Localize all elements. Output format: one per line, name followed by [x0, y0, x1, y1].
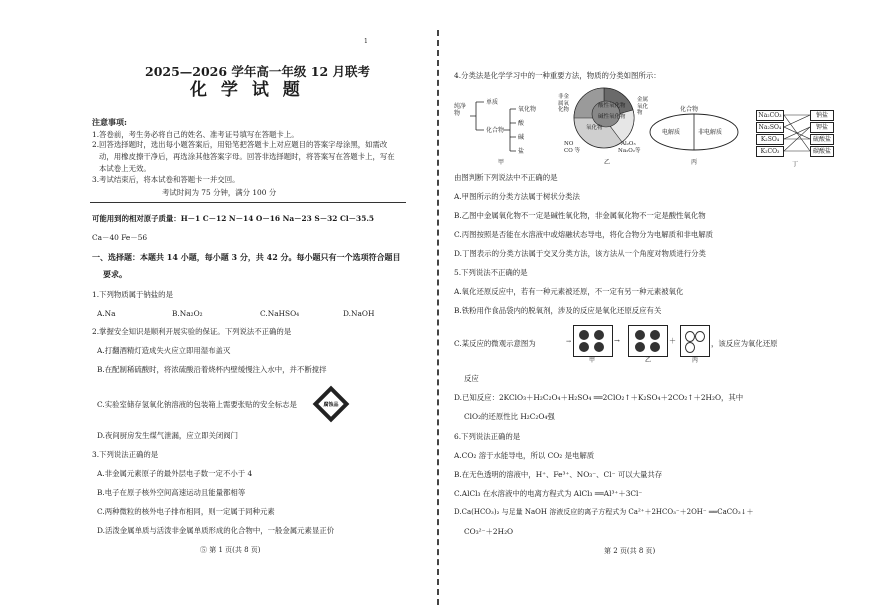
q4-option-b: B.乙图中金属氧化物不一定是碱性氧化物，非金属氧化物不一定是酸性氧化物	[454, 211, 706, 220]
q5-option-c-tail: 反应	[464, 374, 479, 383]
particle-caption: 乙	[645, 357, 652, 364]
cross-lines	[784, 110, 810, 158]
q2-stem: 2.掌握安全知识是顺利开展实验的保证。下列说法不正确的是	[92, 327, 292, 336]
q4-option-a: A.甲图所示的分类方法属于树状分类法	[454, 192, 580, 201]
tree-single: 单质	[486, 99, 499, 106]
q4-option-c: C.丙图按照是否能在水溶液中或熔融状态导电，将化合物分为电解质和非电解质	[454, 230, 714, 239]
hazard-label: 腐蚀品	[323, 402, 339, 408]
q6-option-d: D.Ca(HCO₃)₂ 与足量 NaOH 溶液反应的离子方程式为 Ca²⁺＋2HCO₃⁻＋2OH⁻ ══CaCO₃↓＋	[454, 508, 754, 516]
salt-type-box: 碳酸盐	[810, 146, 834, 157]
section1-line2: 要求。	[103, 269, 127, 279]
q5-option-d: D.已知反应：2KClO₃＋H₂C₂O₄＋H₂SO₄ ══2ClO₂↑＋K₂SO₄＋2CO₂↑＋2H₂O，其中	[454, 393, 744, 402]
q5-option-a: A.氧化还原反应中，若有一种元素被还原，不一定有另一种元素被氧化	[454, 287, 684, 296]
venn-caption: 丙	[691, 159, 698, 166]
q1-option-d: D.NaOH	[343, 309, 375, 318]
pie-label: 酸性氧化物	[598, 103, 626, 109]
q2-option-b: B.在配制稀硫酸时，将浓硫酸沿着烧杯内壁缓慢注入水中，并不断搅拌	[97, 365, 327, 374]
q6-option-b: B.在无色透明的溶液中，H⁺、Fe³⁺、NO₃⁻、Cl⁻ 可以大量共存	[454, 470, 663, 479]
notice-heading: 注意事项:	[92, 117, 127, 127]
stray-mark: 1	[364, 38, 368, 45]
time-score: 考试时间为 75 分钟，满分 100 分	[162, 188, 277, 197]
pie-oxide: 氧化物	[586, 125, 603, 131]
pie-label: 碱性氧化物	[598, 114, 626, 120]
page-footer-left: ⑤ 第 1 页(共 8 页)	[200, 546, 261, 554]
notice-line: 1.答卷前，考生务必将自己的姓名、准考证号填写在答题卡上。	[92, 130, 299, 139]
q5-option-d-cont: ClO₂的还原性比 H₂C₂O₄强	[464, 412, 555, 421]
q2-option-a: A.打翻酒精灯造成失火应立即用湿布盖灭	[97, 346, 231, 355]
tree-root: 纯净物	[454, 103, 467, 117]
notice-line: 本试卷上无效。	[99, 164, 151, 173]
pie-no-co: NO CO 等	[564, 141, 580, 154]
exam-title: 2025—2026 学年高一年级 12 月联考	[145, 64, 371, 79]
particle-caption: 丙	[692, 357, 699, 364]
q5-stem: 5.下列说法不正确的是	[454, 268, 528, 277]
particle-box-bing	[680, 325, 710, 357]
tree-lines	[454, 94, 564, 156]
pie-al2o3: Al₂O₃	[621, 141, 636, 147]
tree-caption: 甲	[498, 159, 505, 166]
tree-leaf: 盐	[518, 148, 525, 155]
venn-left: 电解质	[662, 129, 681, 136]
pie-na2o2: Na₂O₂等	[618, 148, 641, 154]
tree-compound: 化合物	[486, 127, 505, 134]
q3-option-c: C.两种微粒的核外电子排布相同，则一定属于同种元素	[97, 507, 275, 516]
q4-stem: 4.分类法是化学学习中的一种重要方法，物质的分类如图所示：	[454, 71, 661, 80]
particle-box-yi	[628, 325, 668, 357]
notice-line: 动，用橡皮擦干净后，再选涂其他答案字母。回答非选择题时，将答案写在答题卡上，写在	[99, 152, 395, 161]
particle-box-jia	[573, 325, 613, 357]
q3-option-a: A.非金属元素原子的最外层电子数一定不小于 4	[97, 469, 253, 478]
q3-stem: 3.下列说法正确的是	[92, 450, 159, 459]
right-page: 4.分类法是化学学习中的一种重要方法，物质的分类如图所示： 纯净物 单质 化合物 氧化物 酸 碱 盐 甲 非金属氧化物 酸性氧化物 碱性氧化物 金属氧化物 氧化物 NO CO 等 Al₂O₃ Na₂O₂等 乙 化合物 电解质 非电解质 丙 Na₂CO₃ Na₂SO₄ K₂SO₄ K₂CO₃ 钠盐 钾盐 硫酸盐 碳酸盐 丁 由图判断下列说法中不正确的是 A.甲图所示的分类方法属于树状分类法 B.乙图中金属氧化物不一定是碱性氧化物，非金属氧化物不一定是酸性氧化物 C.丙图按照是否能在水溶液中或熔融状态导电，将化合物分为电解质和非电解质 D.丁图表示的分类方法属于交叉分类方法，该方法从一个角度对物质进行分类 5.下列说法不正确的是 A.氧化还原反应中，若有一种元素被还原，不一定有另一种元素被氧化 B.铁粉用作食品袋内的脱氧剂，涉及的反应是氧化还原反应有关 C.某反应的微观示意图为 → → ＋ 甲 乙 丙 ，该反应为氧化还原 反应 D.已知反应：2KClO₃＋H₂C₂O₄＋H₂SO₄ ══2ClO₂↑＋K₂SO₄＋2CO₂↑＋2H₂O，其中 ClO₂的还原性比 H₂C₂O₄强 6.下列说法正确的是 A.CO₂ 溶于水能导电，所以 CO₂ 是电解质 B.在无色透明的溶液中，H⁺、Fe³⁺、NO₃⁻、Cl⁻ 可以大量共存 C.AlCl₃ 在水溶液中的电离方程式为 AlCl₃ ══Al³⁺＋3Cl⁻ D.Ca(HCO₃)₂ 与足量 NaOH 溶液反应的离子方程式为 Ca²⁺＋2HCO₃⁻＋2OH⁻ ══CaCO₃↓＋ CO₃²⁻＋2H₂O 第 2 页(共 8 页)	[440, 0, 870, 614]
salt-box: Na₂CO₃	[756, 110, 784, 121]
q2-option-c: C.实验室储存氢氧化钠溶液的包装箱上需要张贴的安全标志是	[97, 400, 297, 409]
section1-line1: 一、选择题：本题共 14 小题，每小题 3 分，共 42 分。每小题只有一个选项符合题目	[92, 252, 401, 262]
q3-option-d: D.活泼金属单质与活泼非金属单质形成的化合物中，一般金属元素显正价	[97, 526, 335, 535]
pie-caption: 乙	[604, 159, 611, 166]
salt-type-box: 硫酸盐	[810, 134, 834, 145]
cross-caption: 丁	[792, 161, 799, 168]
page-footer-right: 第 2 页(共 8 页)	[604, 547, 656, 555]
q4-question: 由图判断下列说法中不正确的是	[454, 173, 558, 182]
venn-title: 化合物	[680, 106, 699, 113]
atomic-masses-line1: 可能用到的相对原子质量：H－1 C－12 N－14 O－16 Na－23 S－32 Cl－35.5	[92, 214, 375, 223]
pie-label: 非金属氧化物	[558, 94, 570, 113]
q6-option-a: A.CO₂ 溶于水能导电，所以 CO₂ 是电解质	[454, 451, 595, 460]
tree-leaf: 酸	[518, 120, 525, 127]
q6-stem: 6.下列说法正确的是	[454, 432, 521, 441]
q5-option-b: B.铁粉用作食品袋内的脱氧剂，涉及的反应是氧化还原反应有关	[454, 306, 662, 315]
q6-option-d-cont: CO₃²⁻＋2H₂O	[464, 527, 514, 536]
salt-type-box: 钠盐	[810, 110, 834, 121]
q1-option-a: A.Na	[97, 309, 116, 318]
divider-line	[90, 202, 406, 203]
venn-right: 非电解质	[698, 129, 723, 136]
q2-option-d: D.夜间厨房发生煤气泄漏，应立即关闭阀门	[97, 431, 239, 440]
page-divider	[437, 30, 439, 605]
q1-stem: 1.下列物质属于钠盐的是	[92, 290, 173, 299]
tree-leaf: 碱	[518, 134, 525, 141]
salt-box: K₂SO₄	[756, 134, 784, 145]
q5-option-c-cont: ，该反应为氧化还原	[711, 339, 778, 348]
pie-label: 金属氧化物	[637, 97, 649, 116]
q4-option-d: D.丁图表示的分类方法属于交叉分类方法，该方法从一个角度对物质进行分类	[454, 249, 706, 258]
atomic-masses-line2: Ca－40 Fe－56	[92, 233, 148, 242]
q1-option-c: C.NaHSO₄	[260, 309, 300, 318]
q3-option-b: B.电子在原子核外空间高速运动且能量都相等	[97, 488, 246, 497]
salt-box: Na₂SO₄	[756, 122, 784, 133]
q6-option-c: C.AlCl₃ 在水溶液中的电离方程式为 AlCl₃ ══Al³⁺＋3Cl⁻	[454, 489, 643, 498]
subject-title: 化 学 试 题	[190, 80, 304, 100]
salt-type-box: 钾盐	[810, 122, 834, 133]
tree-leaf: 氧化物	[518, 106, 537, 113]
q5-option-c: C.某反应的微观示意图为	[454, 339, 536, 348]
q1-option-b: B.Na₂O₂	[172, 309, 203, 318]
salt-box: K₂CO₃	[756, 146, 784, 157]
notice-line: 3.考试结束后，将本试卷和答题卡一并交回。	[92, 175, 240, 184]
notice-line: 2.回答选择题时，选出每小题答案后，用铅笔把答题卡上对应题目的答案字母涂黑，如需改	[92, 140, 388, 149]
particle-caption: 甲	[589, 357, 596, 364]
